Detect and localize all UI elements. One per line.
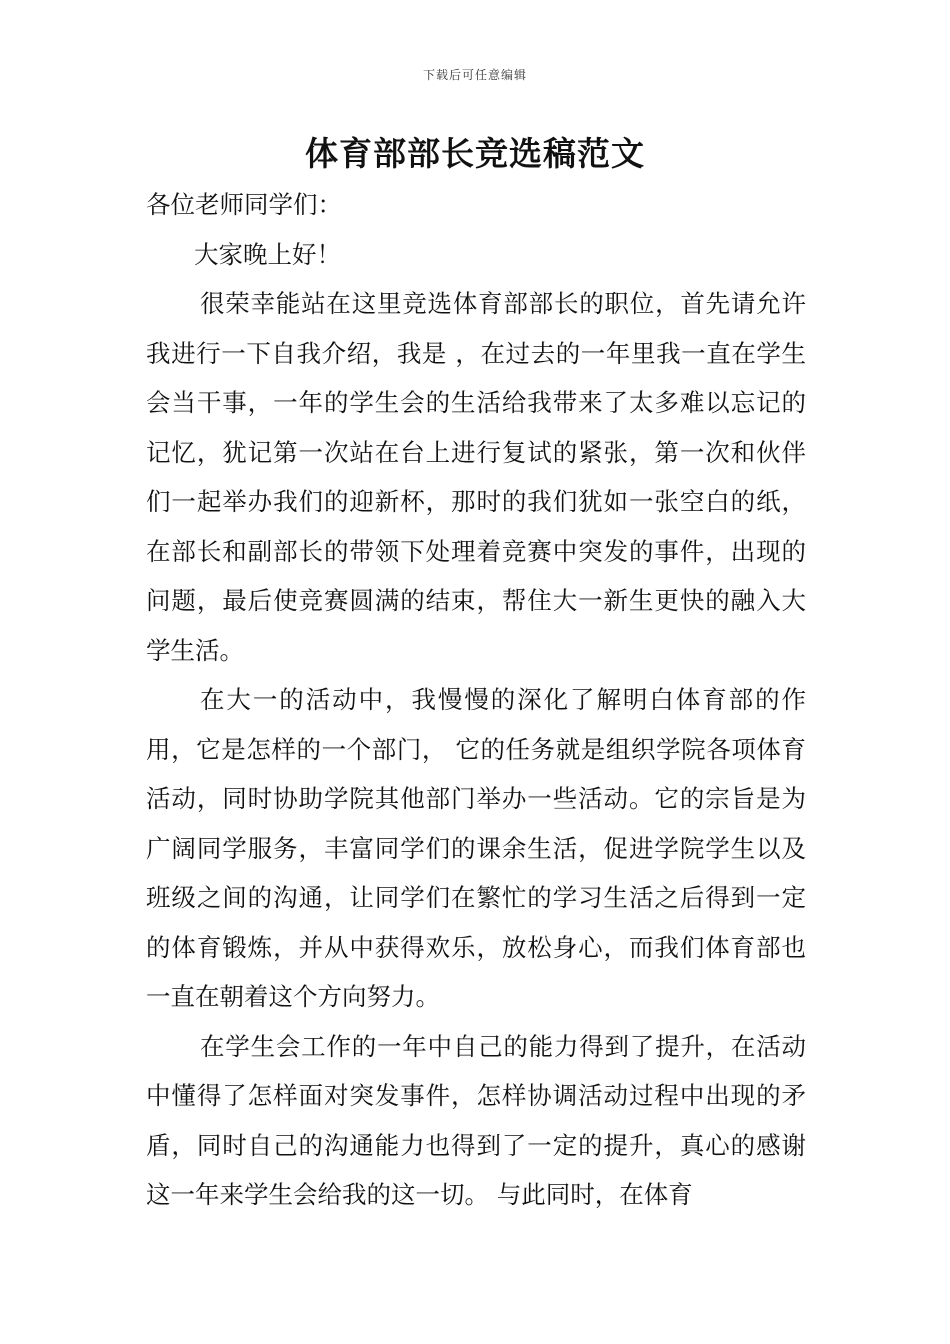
document-body — [146, 180, 806, 1220]
document-title: 体育部部长竞选稿范文 — [305, 134, 645, 173]
paragraph-1: 很荣幸能站在这里竞选体育部部长的职位，首先请允许我进行一下自我介绍，我是 ，在过去的一年里我一直在学生会当干事，一年的学生会的生活给我带来了太多难以忘记的记忆，犹记第一次站在台上进行复试的紧张，第一次和伙伴们一起举办我们的迎新杯，那时的我们犹如一张空白的纸，在部长和副部长的带领下处理着竞赛中突发的事件，出现的问题，最后使竞赛圆满的结束，帮住大一新生更快的融入大学生活。 — [146, 289, 806, 665]
header-note: 下载后可任意编辑 — [422, 68, 527, 82]
greeting: 大家晚上好！ — [194, 239, 341, 269]
paragraph-3: 在学生会工作的一年中自己的能力得到了提升，在活动中懂得了怎样面对突发事件，怎样协调活动过程中出现的矛盾，同时自己的沟通能力也得到了一定的提升，真心的感谢这一年来学生会给我的这一切。 与此同时，在体育 — [146, 1031, 806, 1209]
paragraph-2: 在大一的活动中，我慢慢的深化了解明白体育部的作用，它是怎样的一个部门， 它的任务就是组织学院各项体育活动，同时协助学院其他部门举办一些活动。它的宗旨是为广阔同学服务，丰富同学们的课余生活，促进学院学生以及班级之间的沟通，让同学们在繁忙的学习生活之后得到一定的体育锻炼，并从中获得欢乐，放松身心，而我们体育部也一直在朝着这个方向努力。 — [146, 685, 806, 1011]
salutation: 各位老师同学们： — [146, 190, 342, 219]
